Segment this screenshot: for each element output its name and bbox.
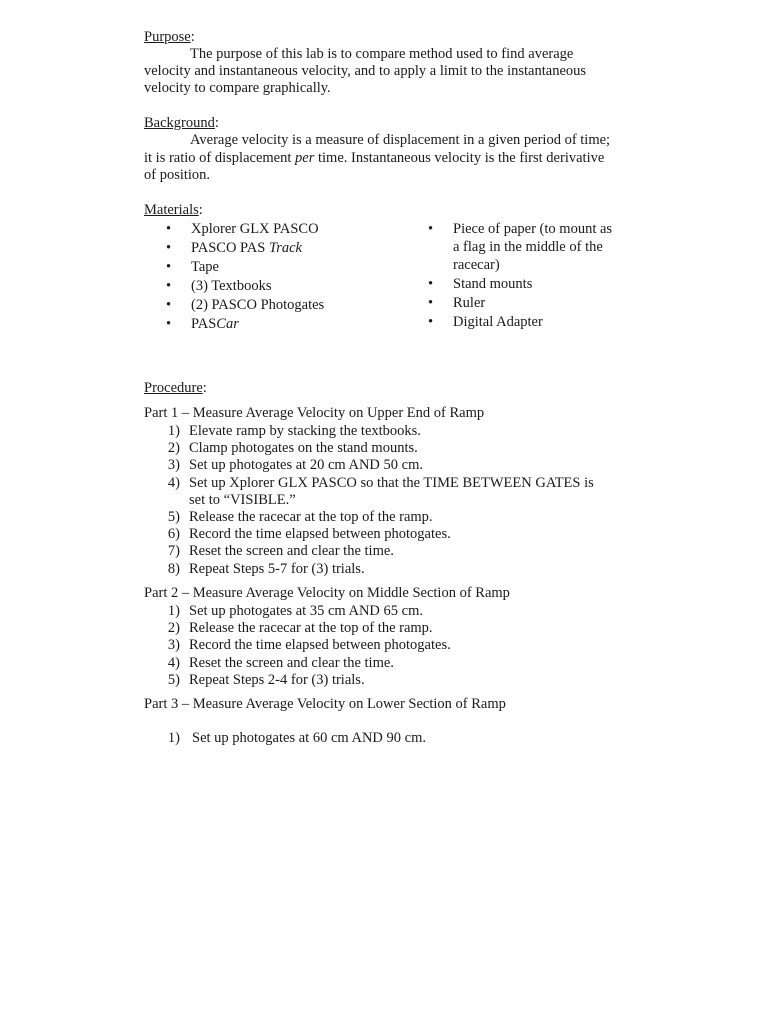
bullet-icon: • xyxy=(166,316,172,332)
purpose-line-1: The purpose of this lab is to compare method used to find average xyxy=(190,46,574,62)
background-line-2 xyxy=(144,150,604,167)
background-line-3: of position. xyxy=(144,167,211,183)
procedure-step-number: 5) xyxy=(167,509,180,525)
procedure-step-text: Elevate ramp by stacking the textbooks. xyxy=(189,423,421,439)
procedure-step-text: Set up photogates at 60 cm AND 90 cm. xyxy=(192,730,426,746)
materials-heading: Materials xyxy=(144,202,199,218)
procedure-step-number: 1) xyxy=(167,730,180,746)
procedure-heading-line: Procedure: xyxy=(144,380,207,396)
procedure-step-number: 7) xyxy=(167,543,180,560)
procedure-step-text: Reset the screen and clear the time. xyxy=(189,543,394,560)
background-line-2-a: it is ratio of displacement xyxy=(144,150,296,166)
procedure-step-number: 2) xyxy=(167,620,180,637)
procedure-step xyxy=(166,526,636,543)
materials-heading-line: Materials: xyxy=(144,202,203,218)
material-item-label xyxy=(191,220,319,239)
background-line-2-b: time. Instantaneous velocity is the first derivative xyxy=(314,150,605,166)
procedure-step xyxy=(166,475,636,492)
material-item-text: Tape xyxy=(191,259,219,275)
procedure-heading: Procedure xyxy=(144,380,203,396)
material-item-emphasis: Car xyxy=(216,316,239,332)
procedure-step-number: 5) xyxy=(167,671,180,688)
procedure-step-number: 1) xyxy=(167,423,180,439)
material-item-text: (3) Textbooks xyxy=(191,278,272,294)
bullet-icon: • xyxy=(428,221,434,237)
procedure-part-title: Part 2 – Measure Average Velocity on Middle Section of Ramp xyxy=(144,585,510,601)
procedure-step xyxy=(166,603,636,620)
procedure-step-text: Set up photogates at 20 cm AND 50 cm. xyxy=(189,457,423,474)
procedure-step xyxy=(166,543,636,560)
procedure-step-text: Set up Xplorer GLX PASCO so that the TIME BETWEEN GATES is xyxy=(189,474,594,491)
bullet-icon: • xyxy=(166,259,172,275)
material-item-text: Xplorer GLX PASCO xyxy=(191,221,319,237)
procedure-step-text: Release the racecar at the top of the ramp. xyxy=(189,509,433,525)
procedure-step-text: Repeat Steps 2-4 for (3) trials. xyxy=(189,671,365,688)
procedure-step-number: 3) xyxy=(167,457,180,474)
material-item-line: Digital Adapter xyxy=(453,314,543,330)
procedure-step xyxy=(166,509,636,526)
background-line-1: Average velocity is a measure of displacement in a given period of time; xyxy=(190,132,611,148)
material-item-text: (2) PASCO Photogates xyxy=(191,297,325,313)
procedure-step-text: Record the time elapsed between photogates. xyxy=(189,526,451,543)
procedure-step xyxy=(166,620,636,637)
purpose-heading-line: Purpose: xyxy=(144,29,195,45)
material-item-text: PAS xyxy=(191,316,217,332)
bullet-icon: • xyxy=(166,278,172,294)
material-item-label xyxy=(191,239,302,258)
procedure-step xyxy=(166,637,636,654)
material-item-line: a flag in the middle of the xyxy=(453,239,603,255)
background-heading: Background xyxy=(144,115,215,131)
material-item-label xyxy=(191,315,239,334)
procedure-step-text: Repeat Steps 5-7 for (3) trials. xyxy=(189,560,365,577)
procedure-step xyxy=(166,655,636,672)
procedure-step-number: 2) xyxy=(167,440,180,457)
procedure-step xyxy=(166,492,636,509)
purpose-line-2: velocity and instantaneous velocity, and to apply a limit to the instantaneous xyxy=(144,63,587,79)
material-item-label xyxy=(191,277,271,296)
procedure-step xyxy=(166,730,636,747)
procedure-step-number: 6) xyxy=(167,526,180,543)
bullet-icon: • xyxy=(166,221,172,237)
procedure-step-number: 4) xyxy=(167,654,180,671)
procedure-step-text: Release the racecar at the top of the ramp. xyxy=(189,620,433,637)
material-item-label xyxy=(191,258,219,277)
procedure-step-number: 3) xyxy=(167,637,180,654)
procedure-step-text: Reset the screen and clear the time. xyxy=(189,654,394,671)
background-heading-line: Background: xyxy=(144,115,219,131)
procedure-step-text: Clamp photogates on the stand mounts. xyxy=(189,440,418,457)
material-item-line: Piece of paper (to mount as xyxy=(453,221,613,237)
background-line-2-em: per xyxy=(295,150,315,166)
bullet-icon: • xyxy=(166,297,172,313)
bullet-icon: • xyxy=(428,295,434,311)
bullet-icon: • xyxy=(428,314,434,330)
material-item-line: Ruler xyxy=(453,295,486,311)
procedure-step-text: Record the time elapsed between photogates. xyxy=(189,637,451,654)
purpose-line-3: velocity to compare graphically. xyxy=(144,80,331,96)
material-item-text: PASCO PAS xyxy=(191,240,269,256)
procedure-step-text: Set up photogates at 35 cm AND 65 cm. xyxy=(189,603,423,619)
procedure-step-number: 1) xyxy=(167,603,180,619)
material-item-label xyxy=(191,296,324,315)
purpose-heading: Purpose xyxy=(144,29,191,45)
procedure-step xyxy=(166,457,636,474)
material-item-line: racecar) xyxy=(453,257,500,273)
procedure-step xyxy=(166,423,636,440)
procedure-part-title: Part 1 – Measure Average Velocity on Upper End of Ramp xyxy=(144,405,485,421)
procedure-step-number: 8) xyxy=(167,560,180,577)
bullet-icon: • xyxy=(428,276,434,292)
procedure-part-title: Part 3 – Measure Average Velocity on Lower Section of Ramp xyxy=(144,696,506,712)
material-item-line: Stand mounts xyxy=(453,276,533,292)
bullet-icon: • xyxy=(166,240,172,256)
material-item-emphasis: Track xyxy=(268,240,302,256)
procedure-step xyxy=(166,672,636,689)
procedure-step-number: 4) xyxy=(167,474,180,491)
procedure-step xyxy=(166,561,636,578)
procedure-step xyxy=(166,440,636,457)
procedure-step-text: set to “VISIBLE.” xyxy=(189,491,296,508)
